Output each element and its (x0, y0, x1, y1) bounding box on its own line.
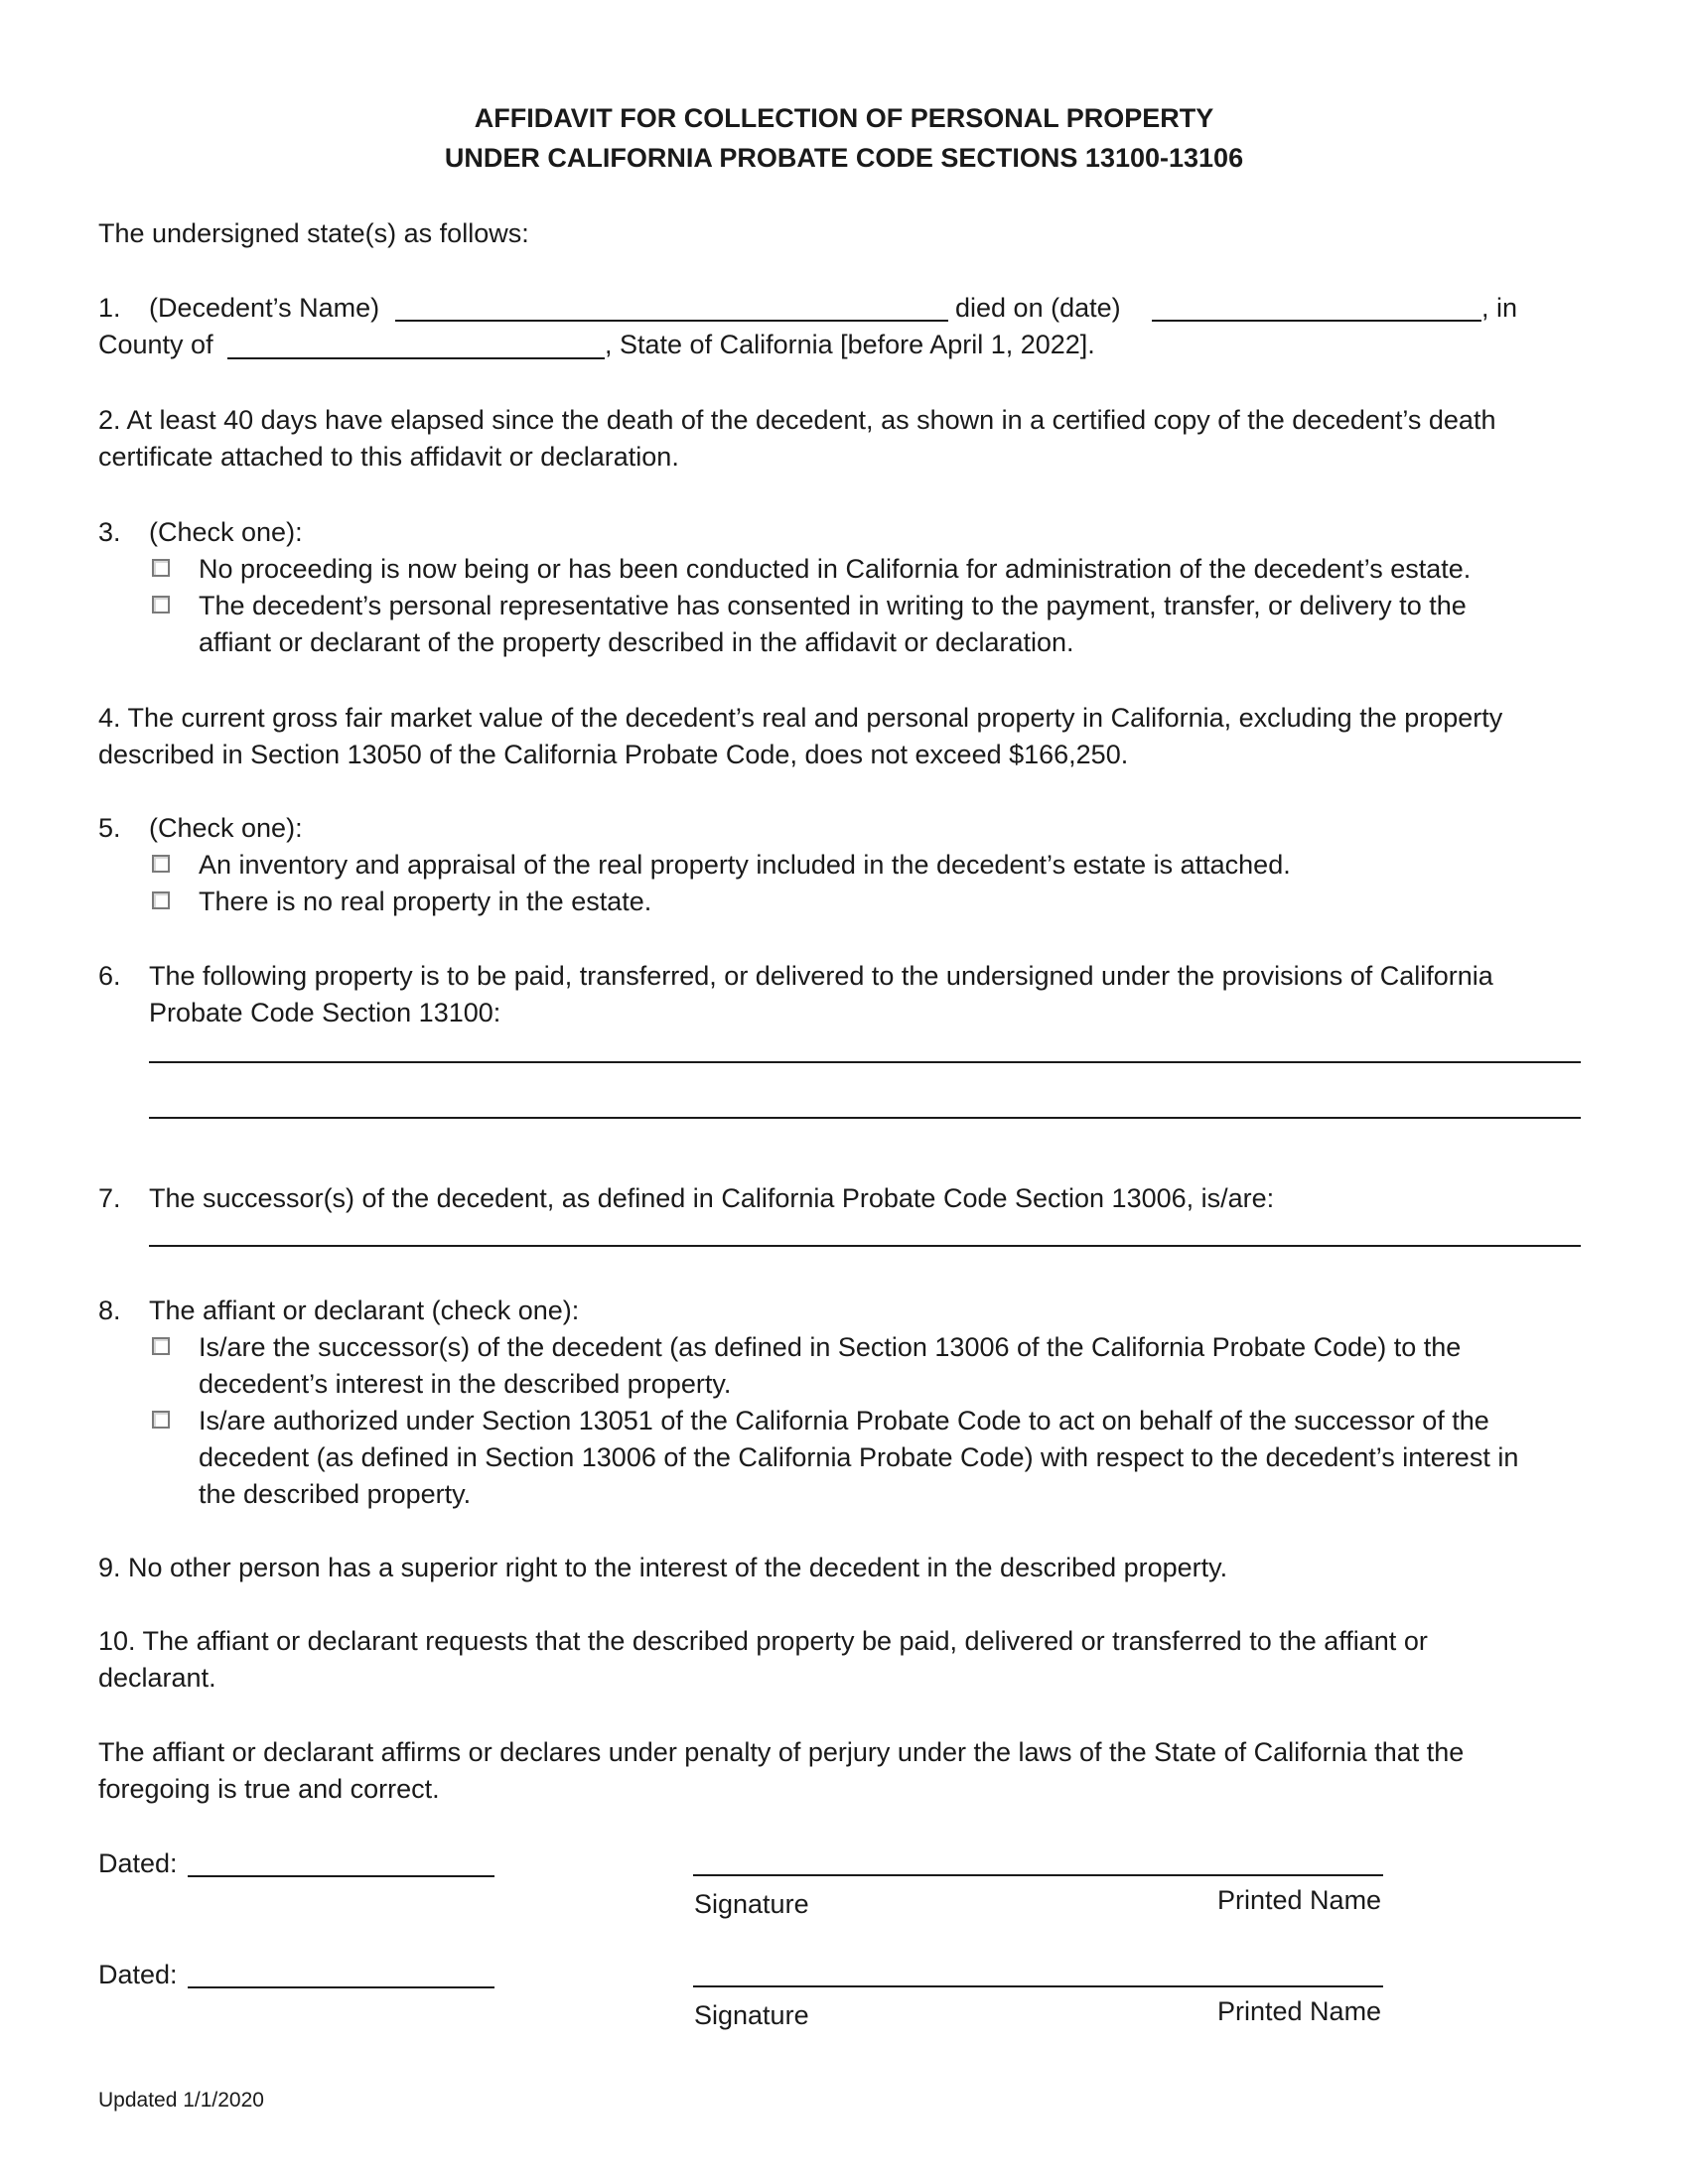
item-5-option-2-checkbox[interactable] (152, 891, 170, 909)
dated-label-2: Dated: (98, 1960, 178, 1989)
item-4-line-1: 4. The current gross fair market value of the decedent’s real and personal property in California, excluding the property (98, 703, 1503, 733)
item-6-line-2: Probate Code Section 13100: (149, 998, 501, 1027)
county-label: County of (98, 330, 213, 359)
item-5-option-2-text: There is no real property in the estate. (199, 887, 652, 916)
item-10-line-2: declarant. (98, 1663, 216, 1693)
item-8-option-1-checkbox[interactable] (152, 1337, 170, 1355)
item-8-number: 8. (98, 1296, 121, 1325)
item-5-option-1-text: An inventory and appraisal of the real property included in the decedent’s estate is attached. (199, 850, 1291, 880)
signature-label-1: Signature (694, 1889, 809, 1919)
item-3-option-2-line-1: The decedent’s personal representative has consented in writing to the payment, transfer, or delivery to the (199, 591, 1467, 620)
item-5-number: 5. (98, 813, 121, 843)
item-8-label: The affiant or declarant (check one): (149, 1296, 580, 1325)
item-10-line-1: 10. The affiant or declarant requests that the described property be paid, delivered or transferred to the affiant or (98, 1626, 1428, 1656)
printed-name-label-1: Printed Name (1217, 1885, 1382, 1915)
property-description-line-1[interactable] (149, 1061, 1581, 1063)
item-8-option-2-line-3: the described property. (199, 1479, 472, 1509)
item-3-label: (Check one): (149, 517, 303, 547)
updated-date-footer: Updated 1/1/2020 (98, 2089, 264, 2112)
item-3-option-2-line-2: affiant or declarant of the property described in the affidavit or declaration. (199, 627, 1074, 657)
item-8-option-1-line-1: Is/are the successor(s) of the decedent (as defined in Section 13006 of the California Probate Code) to the (199, 1332, 1462, 1362)
item-7-text: The successor(s) of the decedent, as defined in California Probate Code Section 13006, is/are: (149, 1183, 1275, 1213)
item-9-text: 9. No other person has a superior right to the interest of the decedent in the described property. (98, 1553, 1228, 1582)
affirmation-line-1: The affiant or declarant affirms or declares under penalty of perjury under the laws of the State of California that the (98, 1737, 1465, 1767)
affirmation-line-2: foregoing is true and correct. (98, 1774, 440, 1804)
signature-field-1[interactable] (693, 1874, 1383, 1876)
successors-field[interactable] (149, 1245, 1581, 1247)
dated-field-1[interactable] (188, 1875, 494, 1877)
in-label: , in (1481, 293, 1518, 323)
printed-name-label-2: Printed Name (1217, 1996, 1382, 2026)
intro-text: The undersigned state(s) as follows: (98, 218, 529, 248)
document-title-line-1: AFFIDAVIT FOR COLLECTION OF PERSONAL PROPERTY (474, 103, 1214, 133)
item-7-number: 7. (98, 1183, 121, 1213)
died-on-label: died on (date) (955, 293, 1121, 323)
state-text: , State of California [before April 1, 2022]. (605, 330, 1095, 359)
item-5-option-1-checkbox[interactable] (152, 855, 170, 873)
item-6-line-1: The following property is to be paid, transferred, or delivered to the undersigned under the provisions of California (149, 961, 1493, 991)
document-title-line-2: UNDER CALIFORNIA PROBATE CODE SECTIONS 13100-13106 (444, 143, 1244, 173)
item-8-option-2-line-2: decedent (as defined in Section 13006 of the California Probate Code) with respect to the decedent’s interest in (199, 1442, 1519, 1472)
dated-label-1: Dated: (98, 1848, 178, 1878)
decedent-name-field[interactable] (395, 320, 948, 322)
item-2-line-2: certificate attached to this affidavit or declaration. (98, 442, 679, 472)
item-8-option-2-line-1: Is/are authorized under Section 13051 of the California Probate Code to act on behalf of the successor of the (199, 1406, 1489, 1435)
item-6-number: 6. (98, 961, 121, 991)
date-of-death-field[interactable] (1152, 320, 1481, 322)
item-5-label: (Check one): (149, 813, 303, 843)
property-description-line-2[interactable] (149, 1117, 1581, 1119)
item-2-line-1: 2. At least 40 days have elapsed since the death of the decedent, as shown in a certified copy of the decedent’s death (98, 405, 1496, 435)
item-8-option-2-checkbox[interactable] (152, 1411, 170, 1429)
item-3-option-1-text: No proceeding is now being or has been conducted in California for administration of the decedent’s estate. (199, 554, 1472, 584)
item-3-option-1-checkbox[interactable] (152, 559, 170, 577)
item-1-number: 1. (98, 293, 121, 323)
item-8-option-1-line-2: decedent’s interest in the described property. (199, 1369, 732, 1399)
signature-label-2: Signature (694, 2000, 809, 2030)
item-3-number: 3. (98, 517, 121, 547)
signature-field-2[interactable] (693, 1985, 1383, 1987)
county-field[interactable] (227, 357, 605, 359)
item-4-line-2: described in Section 13050 of the California Probate Code, does not exceed $166,250. (98, 740, 1129, 769)
item-3-option-2-checkbox[interactable] (152, 596, 170, 614)
decedent-name-label: (Decedent’s Name) (149, 293, 380, 323)
dated-field-2[interactable] (188, 1986, 494, 1988)
